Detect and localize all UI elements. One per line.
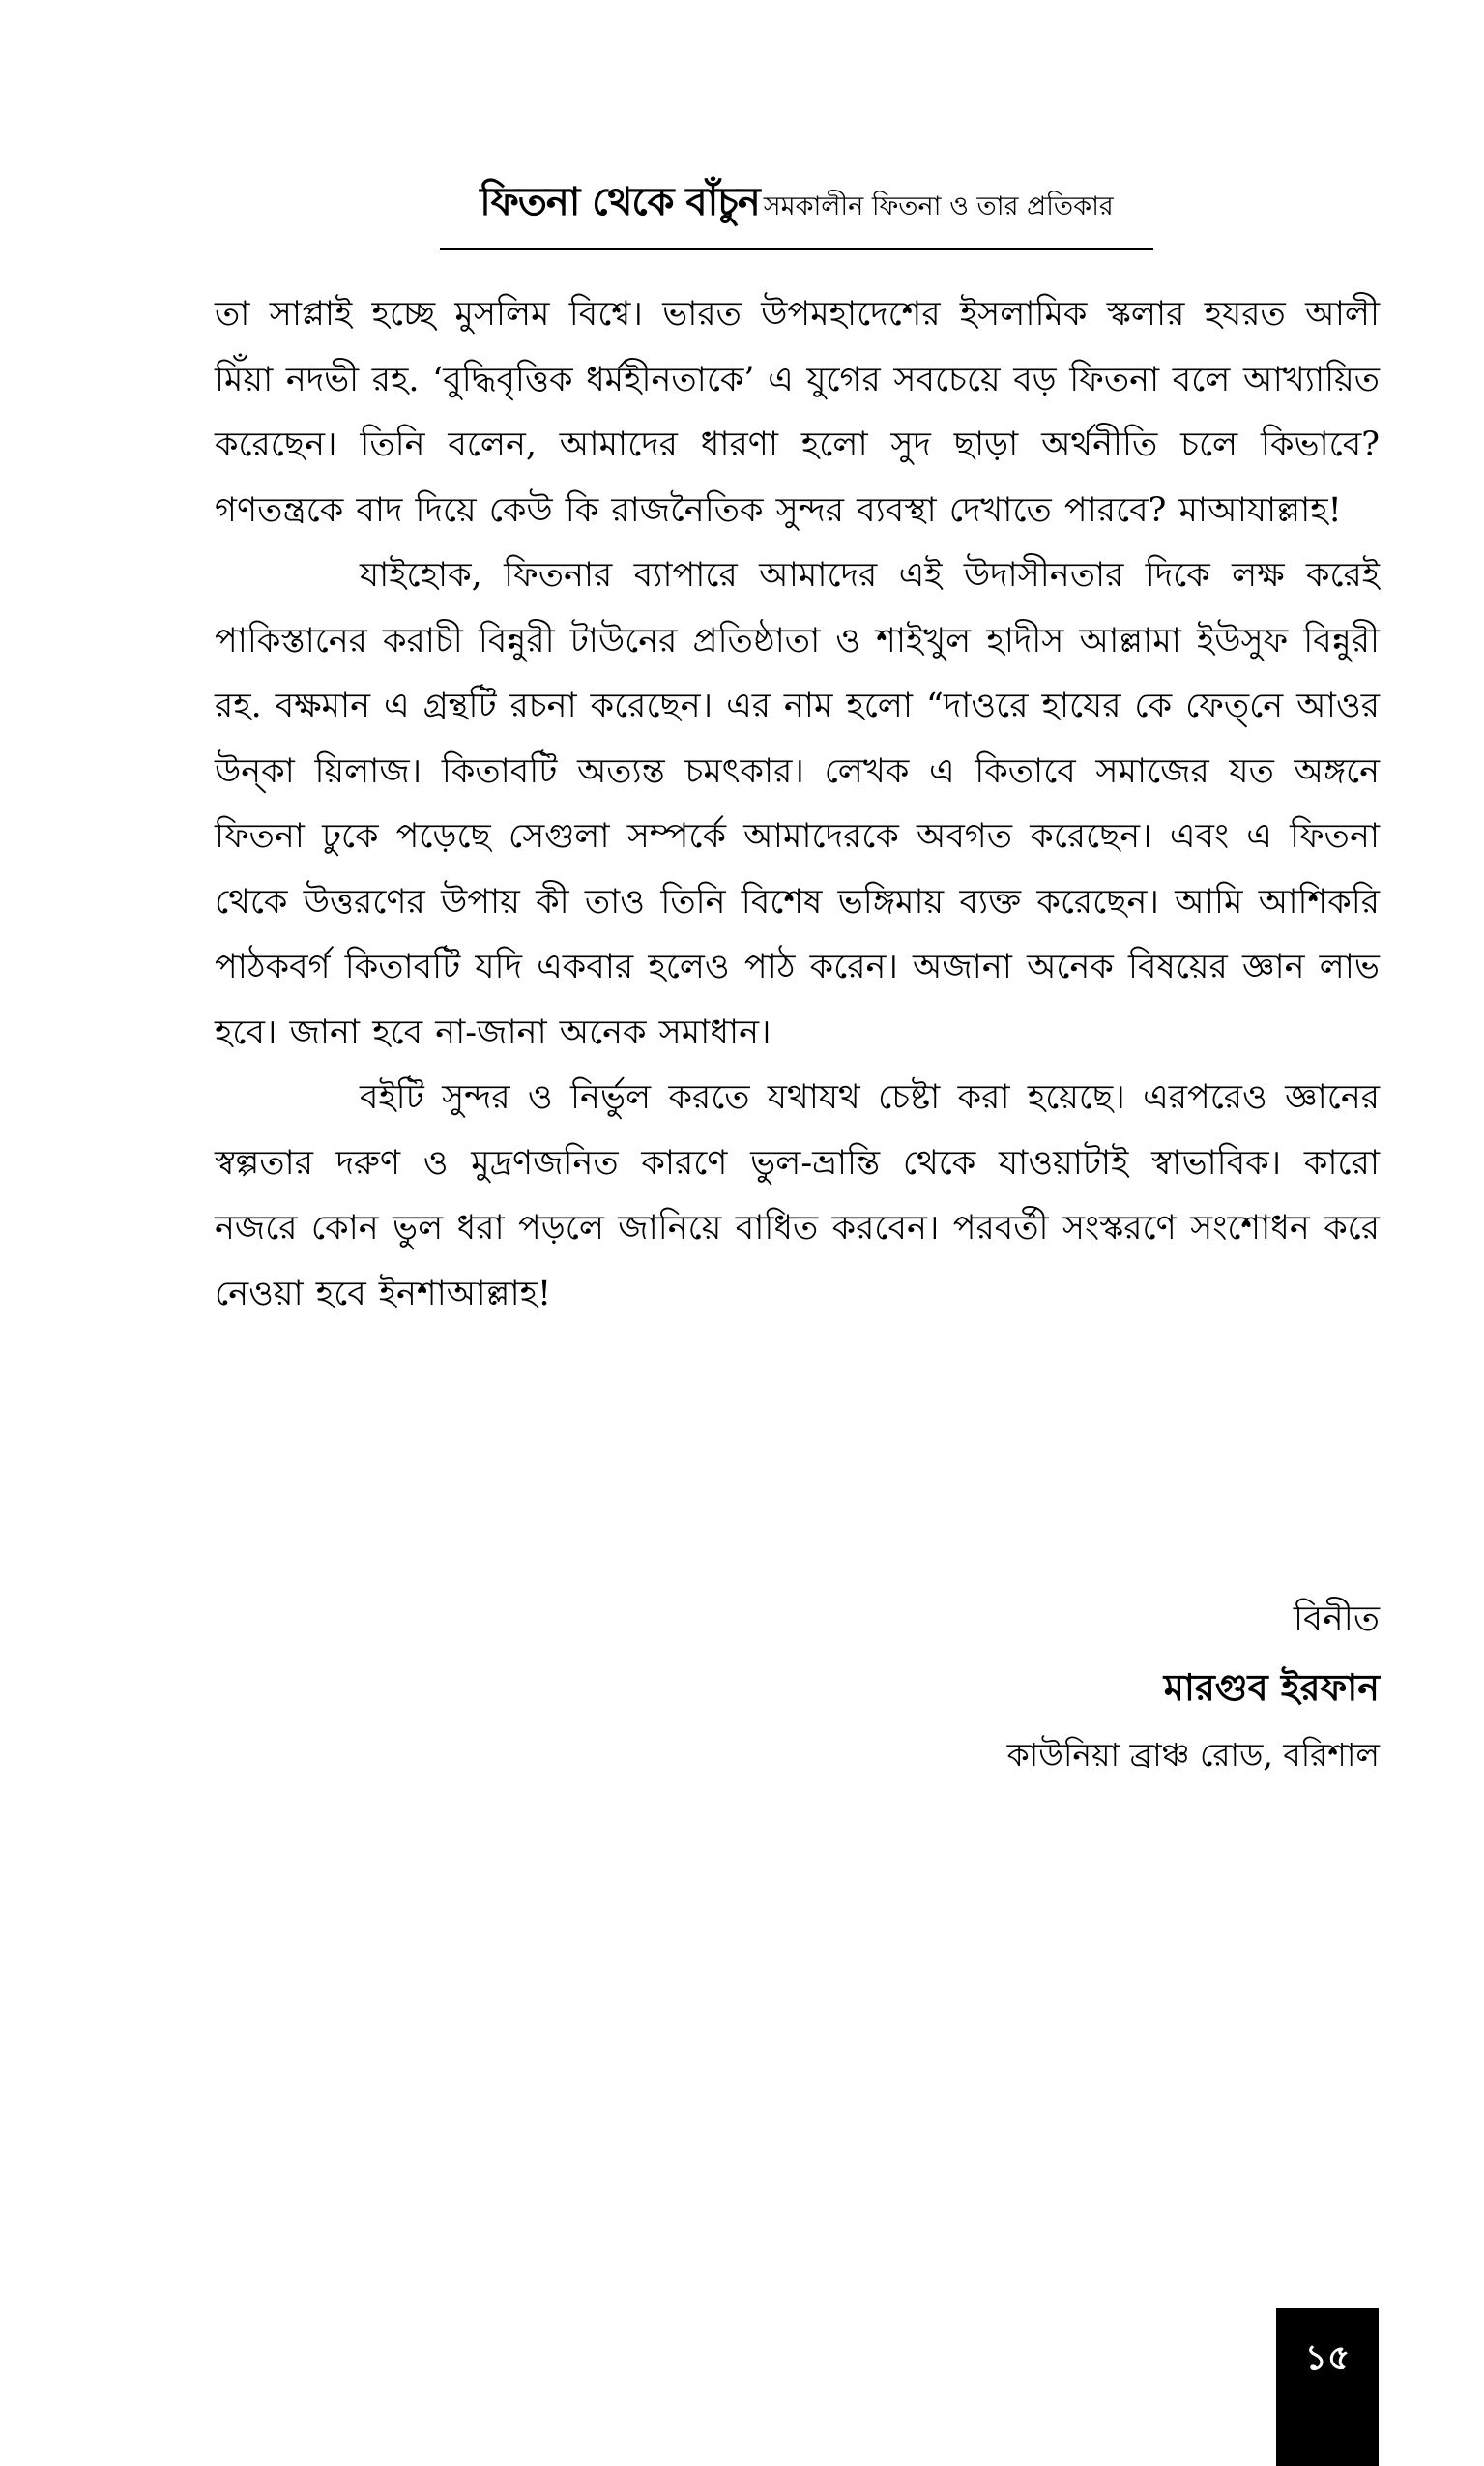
author-name: মারগুব ইরফান: [1163, 1665, 1380, 1709]
running-header: [440, 172, 1153, 250]
signature-closing: বিনীত: [1293, 1600, 1380, 1639]
paragraph-2: যাইহোক, ফিতনার ব্যাপারে আমাদের এই উদাসীনতার দিকে লক্ষ করেই পাকিস্তানের করাচী বিন্নুরী টাউনের প্রতিষ্ঠাতা ও শাইখুল হাদীস আল্লামা ইউসুফ বিন্নুরী রহ. বক্ষমান এ গ্রন্থটি রচনা করেছেন। এর নাম হলো “দাওরে হাযের কে ফেত্‌নে আওর উন্‌কা য়িলাজ। কিতাবটি অত্যন্ত চমৎকার। লেখক এ কিতাবে সমাজের যত অঙ্গনে ফিতনা ঢুকে পড়েছে সেগুলা সম্পর্কে আমাদেরকে অবগত করেছেন। এবং এ ফিতনা থেকে উত্তরণের উপায় কী তাও তিনি বিশেষ ভঙ্গিমায় ব্যক্ত করেছেন। আমি আশিকরি পাঠকবর্গ কিতাবটি যদি একবার হলেও পাঠ করেন। অজানা অনেক বিষয়ের জ্ঞান লাভ হবে। জানা হবে না-জানা অনেক সমাধান।: [215, 556, 1380, 1052]
body-text: [215, 282, 1380, 1327]
page-number: ১৫: [1304, 2338, 1351, 2378]
author-address: কাউনিয়া ব্রাঞ্চ রোড, বরিশাল: [1006, 1736, 1380, 1774]
paragraph-1: তা সাপ্লাই হচ্ছে মুসলিম বিশ্বে। ভারত উপমহাদেশের ইসলামিক স্কলার হযরত আলী মিঁয়া নদভী রহ. ‘বুদ্ধিবৃত্তিক ধর্মহীনতাকে’ এ যুগের সবচেয়ে বড় ফিতনা বলে আখ্যায়িত করেছেন। তিনি বলেন, আমাদের ধারণা হলো সুদ ছাড়া অর্থনীতি চলে কিভাবে? গণতন্ত্রকে বাদ দিয়ে কেউ কি রাজনৈতিক সুন্দর ব্যবস্থা দেখাতে পারবে? মাআযাল্লাহ!: [215, 295, 1380, 530]
signature-block: [1007, 1586, 1380, 1789]
running-header-text: [440, 171, 1153, 236]
book-title: ফিতনা থেকে বাঁচুন: [480, 180, 760, 224]
paragraph-3: বইটি সুন্দর ও নির্ভুল করতে যথাযথ চেষ্টা করা হয়েছে। এরপরেও জ্ঞানের স্বল্পতার দরুণ ও মুদ্রণজনিত কারণে ভুল-ভ্রান্তি থেকে যাওয়াটাই স্বাভাবিক। কারো নজরে কোন ভুল ধরা পড়লে জানিয়ে বাধিত করবেন। পরবর্তী সংস্করণে সংশোধন করে নেওয়া হবে ইনশাআল্লাহ!: [215, 1078, 1380, 1313]
header-rule: [440, 248, 1153, 250]
page-number-tab: [1276, 2308, 1379, 2466]
book-subtitle: সমকালীন ফিতনা ও তার প্রতিকার: [763, 191, 1114, 221]
